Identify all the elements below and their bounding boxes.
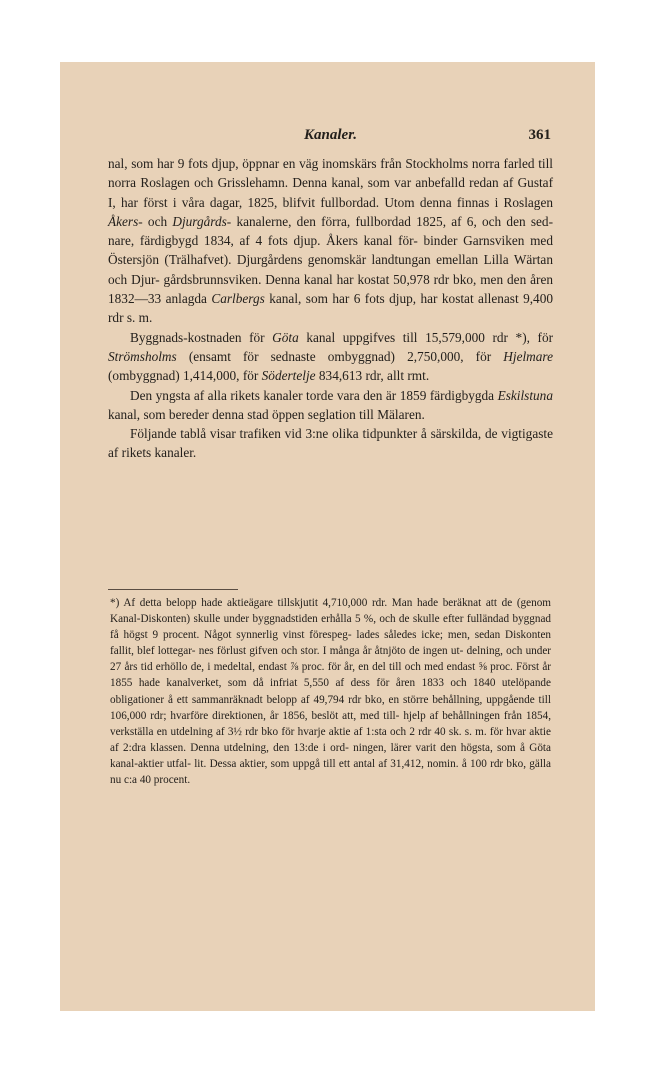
footnote-line: ningen, lärer varit den högsta, som å Göta kanal-aktier utfal- [110,741,552,770]
text-line: gårdsbrunnsviken. Denna kanal har kostat 50,978 rdr [163,271,450,287]
footnote [110,595,551,788]
text-line: kanalerne, den förra, fullbordad 1825, af 6, och den sed- [236,213,553,229]
paragraph-4 [108,424,553,463]
text-fragment: (ombyggnad) 1,414,000, [108,368,240,384]
footnote-line: nes förlust gifven och stor. I många år åtnjöto de ingen ut- [198,645,464,658]
text-line: stad öppen seglation till Mälaren. [247,406,425,422]
text-line: Byggnads-kostnaden för [130,329,273,345]
page-header [108,127,553,149]
footnote-line: delning, och under 27 års tid erhöllo de, i medeltal, endast [110,645,552,674]
emphasis-djurgards: Djurgårds- [172,213,232,229]
text-fragment: (ensamt för sednaste [176,348,316,364]
text-fragment: och [142,213,173,229]
text-line: Den yngsta af alla rikets kanaler torde vara den är [130,387,397,403]
text-line: nal, som har 9 fots djup, öppnar en väg inomskärs [108,156,377,171]
text-fragment: kanal uppgifves till [298,329,418,345]
text-line: som har 6 fots djup, har kostat allenast 9,400 rdr s. m. [108,291,553,326]
footnote-line: hjelp af behållningen från 1854, verkställa en utdelning af 3½ [110,709,552,738]
footnote-line: lit. Dessa aktier, som uppgå till ett antal af 31,412, nomin. [194,757,459,770]
footnote-line: belopp af 49,794 rdr bko, en större behållning, uppgående till [266,693,551,706]
footnote-line: ⅞ proc. för år, en del till och med endast ⅝ proc. Först år [290,661,552,674]
footnote-line: *) Af detta belopp hade aktieägare tillskjutit 4,710,000 rdr. Man [110,597,413,609]
text-line: Följande tablå visar trafiken vid 3:ne olika tidpunkter [130,426,418,442]
emphasis-akers: Åkers- [108,213,143,229]
running-title: Kanaler. [304,127,357,143]
footnote-text [110,595,551,788]
text-line: å särskilda, de vigtigaste af rikets kanaler. [108,426,553,461]
paragraph-3 [108,386,553,425]
text-line: Utom denna finnas i Roslagen [384,194,553,210]
text-line: från Stockholms norra farled till norra Roslagen och [108,156,553,191]
emphasis-eskilstuna: Eskilstuna [497,387,553,403]
text-fragment: kanal, som bereder denna [108,406,244,422]
footnote-line: byggnad få högst 9 procent. Något synnerlig vinst förespeg- [110,613,552,642]
emphasis-carlbergs: Carlbergs [211,291,265,307]
footnote-line: 106,000 rdr; hvarföre direktionen, år 1856, beslöt att, med till- [110,709,400,722]
page-number: 361 [528,127,551,143]
emphasis-stromsholms: Strömsholms [108,348,177,364]
book-page [60,62,595,1011]
footnote-line: 1855 hade kanalverket, som då infriat 5,550 af dess för åren [110,677,416,690]
footnote-line: rdr bko för hvarje aktie af 1:sta och 2 rdr 40 sk. s. m. för [245,725,503,738]
footnote-line: hvar aktie af 2:dra klassen. Denna utdelning, den 13:de i ord- [110,725,551,754]
text-line: binder Garnsviken med Östersjön (Trälhafvet). Djurgårdens [108,233,553,268]
text-line: för [242,368,262,384]
text-line: 15,579,000 rdr *), för [425,329,554,345]
paragraph-1 [108,154,553,328]
emphasis-hjelmare: Hjelmare [503,348,554,364]
text-line: ombyggnad) 2,750,000, för [327,348,504,364]
emphasis-gota: Göta [272,329,299,345]
emphasis-sodertelje: Södertelje [261,368,316,384]
footnote-line: byggnadstiden erhålla 5 %, och de skulle efter fulländad [252,613,510,626]
paragraph-2 [108,328,553,386]
text-line: Gustaf I, har först i våra dagar, 1825, blifvit fullbordad. [108,175,554,210]
text-fragment: 834,613 rdr, allt rmt. [315,368,430,384]
text-line: 1859 färdigbygda [399,387,498,403]
text-line: bko, men den åren 1832—33 anlagda [108,271,553,307]
footnote-line: 1833 och 1840 utelöpande obligationer å ett sammanräknadt [110,677,551,706]
text-fragment: kanal, [264,291,302,307]
footnote-line: hade beräknat att de (genom Kanal-Diskonten) skulle under [110,597,552,626]
footnote-line: å 100 rdr bko, gälla nu c:a 40 procent. [110,757,551,787]
text-line: genomskär landtungan emellan Lilla Wärtan och Djur- [108,252,553,287]
text-line: Grisslehamn. Denna kanal, som var anbefalld redan af [217,175,514,191]
footnote-divider [108,589,238,590]
footnote-line: lades således icke; men, sedan Diskonten fallit, blef lottegar- [110,629,551,658]
body-text [108,154,553,463]
text-line: nare, färdigbygd 1834, af 4 fots djup. Åkers kanal för- [108,233,418,249]
